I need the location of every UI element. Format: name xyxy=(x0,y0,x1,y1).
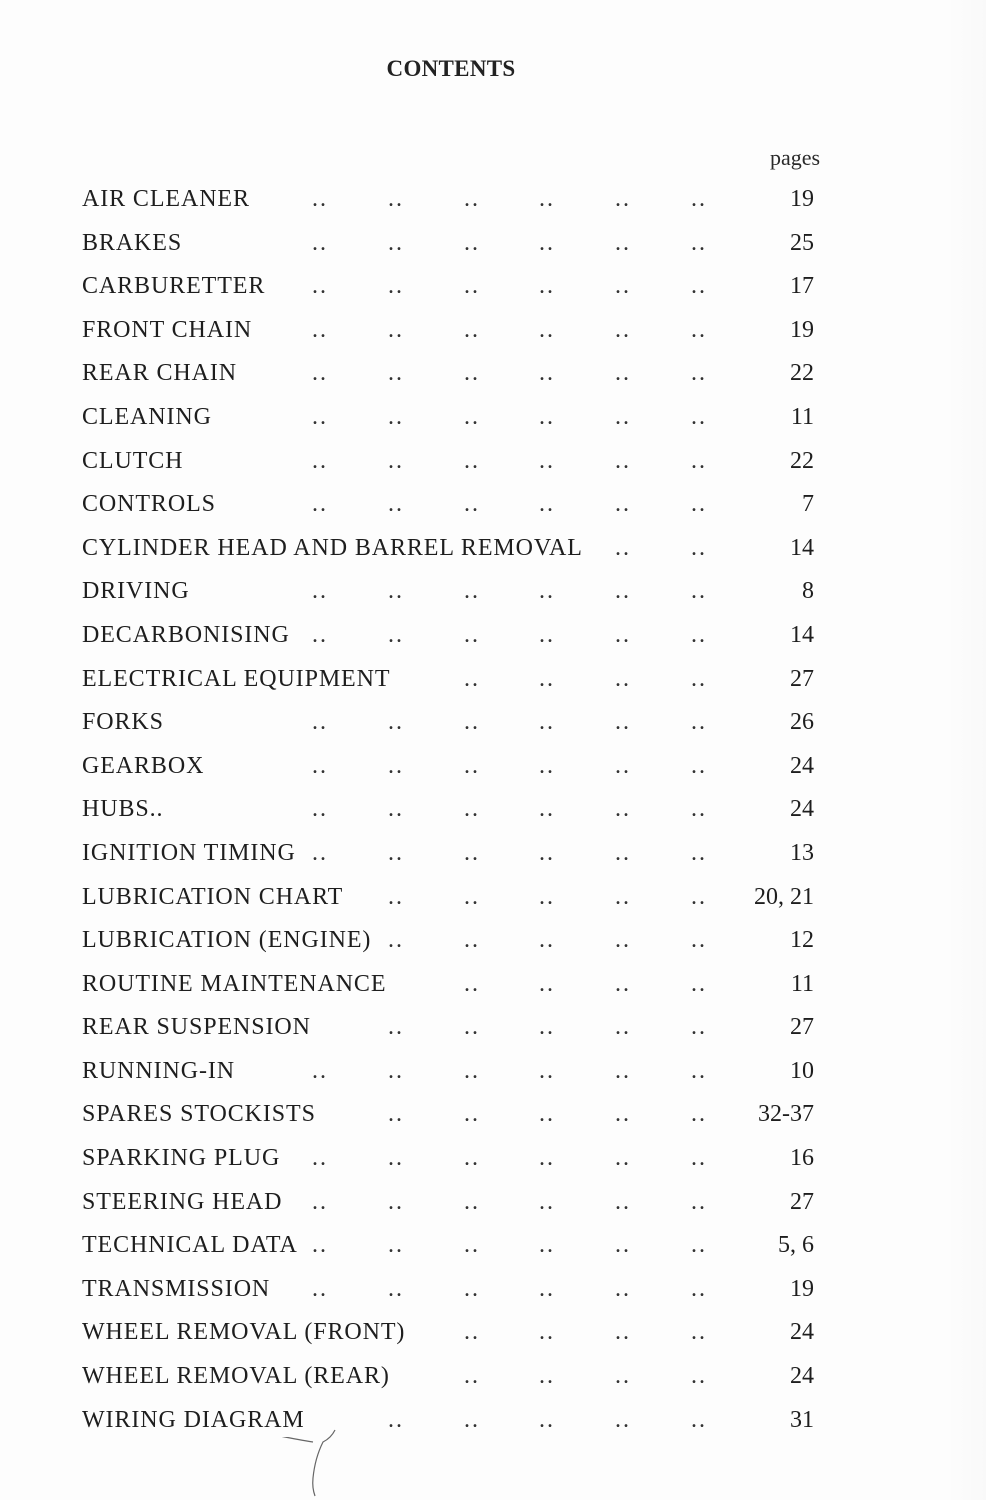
leader-dots: .. xyxy=(691,839,707,866)
scan-edge-shadow xyxy=(946,0,986,1500)
leader-dots: .. xyxy=(464,883,480,910)
leader-dots: .. xyxy=(539,1363,555,1390)
toc-entry-label: CYLINDER HEAD AND BARREL REMOVAL xyxy=(82,531,587,565)
toc-entry xyxy=(82,531,842,575)
leader-dots: .. xyxy=(691,1188,707,1215)
toc-entry-page: 10 xyxy=(790,1057,814,1084)
leader-dots: .. xyxy=(615,1145,631,1172)
leader-dots: .. xyxy=(388,621,404,648)
toc-entry xyxy=(82,1010,842,1054)
leader-dots: .. xyxy=(615,273,631,300)
toc-entry-page: 8 xyxy=(802,578,814,605)
toc-entry xyxy=(82,269,842,313)
pages-column-header: pages xyxy=(770,145,821,170)
leader-dots: .. xyxy=(539,273,555,300)
leader-dots: .. xyxy=(539,1014,555,1041)
leader-dots: .. xyxy=(464,1406,480,1433)
toc-entry-page: 11 xyxy=(790,403,814,430)
leader-dots: .. xyxy=(539,229,555,256)
leader-dots: .. xyxy=(464,1275,480,1302)
toc-entry xyxy=(82,1185,842,1229)
toc-entry-label: CLEANING xyxy=(82,400,216,434)
leader-dots: .. xyxy=(312,1232,328,1259)
toc-entry-label: REAR CHAIN xyxy=(82,356,241,390)
toc-entry-label: GEARBOX xyxy=(82,749,208,783)
toc-entry xyxy=(82,880,842,924)
toc-entry-page: 13 xyxy=(790,839,814,866)
toc-entry xyxy=(82,662,842,706)
toc-entry xyxy=(82,967,842,1011)
toc-entry-page: 24 xyxy=(790,752,814,779)
leader-dots: .. xyxy=(539,403,555,430)
leader-dots: .. xyxy=(464,665,480,692)
leader-dots: .. xyxy=(388,883,404,910)
leader-dots: .. xyxy=(691,796,707,823)
toc-entry-page: 16 xyxy=(790,1145,814,1172)
leader-dots: .. xyxy=(388,1014,404,1041)
leader-dots: .. xyxy=(539,1101,555,1128)
leader-dots: .. xyxy=(388,1057,404,1084)
leader-dots: .. xyxy=(691,229,707,256)
toc-entry xyxy=(82,487,842,531)
toc-entry-label: CARBURETTER xyxy=(82,269,269,303)
leader-dots: .. xyxy=(388,186,404,212)
leader-dots: .. xyxy=(464,752,480,779)
leader-dots: .. xyxy=(691,447,707,474)
leader-dots: .. xyxy=(539,1406,555,1433)
leader-dots: .. xyxy=(539,665,555,692)
leader-dots: .. xyxy=(464,186,480,212)
leader-dots: .. xyxy=(312,316,328,343)
leader-dots: .. xyxy=(539,1057,555,1084)
toc-entry xyxy=(82,836,842,880)
toc-entry xyxy=(82,1228,842,1272)
leader-dots: .. xyxy=(691,578,707,605)
table-of-contents xyxy=(82,182,842,1446)
toc-entry-label: TRANSMISSION xyxy=(82,1272,274,1306)
leader-dots: .. xyxy=(464,1101,480,1128)
toc-entry-label: WHEEL REMOVAL (FRONT) xyxy=(82,1315,409,1349)
leader-dots: .. xyxy=(464,403,480,430)
leader-dots: .. xyxy=(388,927,404,954)
toc-entry-label: HUBS.. xyxy=(82,792,167,826)
leader-dots: .. xyxy=(691,186,707,212)
toc-entry-page: 12 xyxy=(790,927,814,954)
leader-dots: .. xyxy=(539,621,555,648)
leader-dots: .. xyxy=(615,1057,631,1084)
leader-dots: .. xyxy=(691,970,707,997)
leader-dots: .. xyxy=(615,1232,631,1259)
leader-dots: .. xyxy=(539,839,555,866)
leader-dots: .. xyxy=(388,578,404,605)
toc-entry xyxy=(82,1403,842,1447)
toc-entry-page: 27 xyxy=(790,665,814,692)
leader-dots: .. xyxy=(312,403,328,430)
leader-dots: .. xyxy=(464,839,480,866)
leader-dots: .. xyxy=(615,970,631,997)
toc-entry-label: LUBRICATION (ENGINE) xyxy=(82,923,375,957)
leader-dots: .. xyxy=(312,796,328,823)
leader-dots: .. xyxy=(615,360,631,387)
toc-entry-page: 14 xyxy=(790,534,814,561)
leader-dots: .. xyxy=(615,1319,631,1346)
leader-dots: .. xyxy=(691,403,707,430)
leader-dots: .. xyxy=(691,1014,707,1041)
toc-entry xyxy=(82,1054,842,1098)
toc-entry-page: 19 xyxy=(790,1275,814,1302)
leader-dots: .. xyxy=(539,1188,555,1215)
leader-dots: .. xyxy=(539,1145,555,1172)
leader-dots: .. xyxy=(691,360,707,387)
toc-entry xyxy=(82,749,842,793)
leader-dots: .. xyxy=(539,1232,555,1259)
leader-dots: .. xyxy=(691,927,707,954)
toc-entry-label: LUBRICATION CHART xyxy=(82,880,347,914)
toc-entry xyxy=(82,923,842,967)
leader-dots: .. xyxy=(691,665,707,692)
leader-dots: .. xyxy=(615,447,631,474)
leader-dots: .. xyxy=(539,491,555,518)
toc-entry-label: SPARES STOCKISTS xyxy=(82,1097,320,1131)
leader-dots: .. xyxy=(615,883,631,910)
dot-leaders xyxy=(82,705,722,739)
leader-dots: .. xyxy=(615,316,631,343)
leader-dots: .. xyxy=(464,1014,480,1041)
leader-dots: .. xyxy=(615,621,631,648)
leader-dots: .. xyxy=(464,229,480,256)
leader-dots: .. xyxy=(464,1363,480,1390)
leader-dots: .. xyxy=(312,1275,328,1302)
toc-entry xyxy=(82,356,842,400)
toc-entry-label: WHEEL REMOVAL (REAR) xyxy=(82,1359,394,1393)
leader-dots: .. xyxy=(388,403,404,430)
leader-dots: .. xyxy=(539,883,555,910)
leader-dots: .. xyxy=(388,360,404,387)
leader-dots: .. xyxy=(464,1232,480,1259)
leader-dots: .. xyxy=(691,316,707,343)
toc-entry-page: 24 xyxy=(790,1319,814,1346)
toc-entry-label: RUNNING-IN xyxy=(82,1054,239,1088)
leader-dots: .. xyxy=(539,1319,555,1346)
leader-dots: .. xyxy=(539,709,555,736)
leader-dots: .. xyxy=(464,709,480,736)
leader-dots: .. xyxy=(388,1275,404,1302)
leader-dots: .. xyxy=(388,1232,404,1259)
toc-entry-page: 19 xyxy=(790,316,814,343)
leader-dots: .. xyxy=(615,1363,631,1390)
leader-dots: .. xyxy=(388,229,404,256)
toc-entry xyxy=(82,792,842,836)
pen-mark-icon xyxy=(275,1428,355,1498)
toc-entry-label: CLUTCH xyxy=(82,444,187,478)
toc-entry-page: 20, 21 xyxy=(754,883,814,910)
toc-entry xyxy=(82,182,842,226)
leader-dots: .. xyxy=(691,1363,707,1390)
toc-entry-page: 11 xyxy=(790,970,814,997)
leader-dots: .. xyxy=(388,447,404,474)
leader-dots: .. xyxy=(539,186,555,212)
leader-dots: .. xyxy=(691,883,707,910)
leader-dots: .. xyxy=(539,447,555,474)
leader-dots: .. xyxy=(539,316,555,343)
leader-dots: .. xyxy=(312,1188,328,1215)
toc-entry-label: IGNITION TIMING xyxy=(82,836,300,870)
leader-dots: .. xyxy=(388,709,404,736)
leader-dots: .. xyxy=(312,491,328,518)
leader-dots: .. xyxy=(312,839,328,866)
leader-dots: .. xyxy=(464,273,480,300)
leader-dots: .. xyxy=(691,1319,707,1346)
toc-entry-page: 26 xyxy=(790,709,814,736)
leader-dots: .. xyxy=(539,578,555,605)
leader-dots: .. xyxy=(691,273,707,300)
leader-dots: .. xyxy=(615,796,631,823)
leader-dots: .. xyxy=(464,796,480,823)
leader-dots: .. xyxy=(691,1145,707,1172)
leader-dots: .. xyxy=(615,709,631,736)
leader-dots: .. xyxy=(691,709,707,736)
toc-entry-label: ELECTRICAL EQUIPMENT xyxy=(82,662,394,696)
leader-dots: .. xyxy=(691,1406,707,1433)
leader-dots: .. xyxy=(388,1188,404,1215)
leader-dots: .. xyxy=(691,1232,707,1259)
toc-entry xyxy=(82,1359,842,1403)
leader-dots: .. xyxy=(691,491,707,518)
toc-entry-page: 27 xyxy=(790,1188,814,1215)
leader-dots: .. xyxy=(464,927,480,954)
leader-dots: .. xyxy=(464,1319,480,1346)
leader-dots: .. xyxy=(615,927,631,954)
toc-entry-label: TECHNICAL DATA xyxy=(82,1228,302,1262)
leader-dots: .. xyxy=(691,1057,707,1084)
leader-dots: .. xyxy=(691,1101,707,1128)
leader-dots: .. xyxy=(464,1188,480,1215)
leader-dots: .. xyxy=(312,360,328,387)
leader-dots: .. xyxy=(539,927,555,954)
toc-entry-label: WIRING DIAGRAM xyxy=(82,1403,309,1437)
toc-entry-page: 22 xyxy=(790,360,814,387)
toc-entry-label: SPARKING PLUG xyxy=(82,1141,284,1175)
leader-dots: .. xyxy=(464,447,480,474)
leader-dots: .. xyxy=(312,709,328,736)
leader-dots: .. xyxy=(615,752,631,779)
toc-entry xyxy=(82,618,842,662)
leader-dots: .. xyxy=(312,752,328,779)
leader-dots: .. xyxy=(464,316,480,343)
toc-entry-label: BRAKES xyxy=(82,226,186,260)
leader-dots: .. xyxy=(615,1188,631,1215)
page-title: CONTENTS xyxy=(386,56,516,81)
leader-dots: .. xyxy=(615,1101,631,1128)
toc-entry-label: DECARBONISING xyxy=(82,618,294,652)
leader-dots: .. xyxy=(312,447,328,474)
toc-entry-label: FRONT CHAIN xyxy=(82,313,256,347)
toc-entry-page: 17 xyxy=(790,273,814,300)
toc-entry xyxy=(82,226,842,270)
leader-dots: .. xyxy=(464,578,480,605)
toc-entry-page: 31 xyxy=(790,1406,814,1433)
leader-dots: .. xyxy=(615,186,631,212)
leader-dots: .. xyxy=(615,665,631,692)
leader-dots: .. xyxy=(691,752,707,779)
leader-dots: .. xyxy=(388,752,404,779)
toc-entry xyxy=(82,1315,842,1359)
leader-dots: .. xyxy=(615,578,631,605)
leader-dots: .. xyxy=(464,621,480,648)
leader-dots: .. xyxy=(312,1145,328,1172)
toc-entry xyxy=(82,444,842,488)
toc-entry xyxy=(82,574,842,618)
toc-entry-page: 19 xyxy=(790,186,814,212)
toc-entry xyxy=(82,1097,842,1141)
leader-dots: .. xyxy=(615,1275,631,1302)
leader-dots: .. xyxy=(539,796,555,823)
leader-dots: .. xyxy=(691,621,707,648)
leader-dots: .. xyxy=(312,186,328,212)
leader-dots: .. xyxy=(388,491,404,518)
leader-dots: .. xyxy=(615,229,631,256)
leader-dots: .. xyxy=(615,1014,631,1041)
toc-entry xyxy=(82,313,842,357)
leader-dots: .. xyxy=(615,839,631,866)
toc-entry-label: AIR CLEANER xyxy=(82,182,254,216)
leader-dots: .. xyxy=(312,1057,328,1084)
toc-entry-page: 14 xyxy=(790,621,814,648)
toc-entry xyxy=(82,1141,842,1185)
toc-entry-page: 27 xyxy=(790,1014,814,1041)
leader-dots: .. xyxy=(388,839,404,866)
toc-entry-label: REAR SUSPENSION xyxy=(82,1010,315,1044)
leader-dots: .. xyxy=(388,316,404,343)
leader-dots: .. xyxy=(539,970,555,997)
toc-entry-label: CONTROLS xyxy=(82,487,220,521)
leader-dots: .. xyxy=(615,1406,631,1433)
leader-dots: .. xyxy=(464,1145,480,1172)
leader-dots: .. xyxy=(388,1145,404,1172)
leader-dots: .. xyxy=(464,491,480,518)
leader-dots: .. xyxy=(312,578,328,605)
toc-entry-page: 25 xyxy=(790,229,814,256)
toc-entry-page: 24 xyxy=(790,796,814,823)
leader-dots: .. xyxy=(691,1275,707,1302)
toc-entry-label: ROUTINE MAINTENANCE xyxy=(82,967,390,1001)
leader-dots: .. xyxy=(615,403,631,430)
toc-entry-label: FORKS xyxy=(82,705,168,739)
leader-dots: .. xyxy=(388,1101,404,1128)
toc-entry-page: 5, 6 xyxy=(778,1232,814,1259)
leader-dots: .. xyxy=(615,491,631,518)
leader-dots: .. xyxy=(464,1057,480,1084)
toc-entry xyxy=(82,1272,842,1316)
leader-dots: .. xyxy=(312,273,328,300)
leader-dots: .. xyxy=(464,360,480,387)
toc-entry-label: DRIVING xyxy=(82,574,194,608)
leader-dots: .. xyxy=(388,796,404,823)
leader-dots: .. xyxy=(691,534,707,561)
leader-dots: .. xyxy=(312,229,328,256)
leader-dots: .. xyxy=(388,1406,404,1433)
leader-dots: .. xyxy=(539,360,555,387)
toc-entry-page: 22 xyxy=(790,447,814,474)
dot-leaders xyxy=(82,792,722,826)
toc-entry-page: 7 xyxy=(802,491,814,518)
toc-entry xyxy=(82,400,842,444)
toc-entry-page: 32-37 xyxy=(758,1101,814,1128)
leader-dots: .. xyxy=(539,1275,555,1302)
leader-dots: .. xyxy=(464,970,480,997)
toc-entry-label: STEERING HEAD xyxy=(82,1185,286,1219)
leader-dots: .. xyxy=(615,534,631,561)
leader-dots: .. xyxy=(388,273,404,300)
leader-dots: .. xyxy=(539,752,555,779)
leader-dots: .. xyxy=(312,621,328,648)
toc-entry xyxy=(82,705,842,749)
toc-entry-page: 24 xyxy=(790,1363,814,1390)
